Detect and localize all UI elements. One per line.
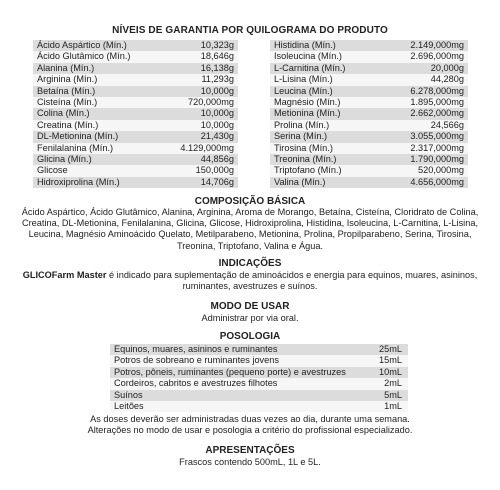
row-name: Fenilalanina (Mín.): [33, 143, 171, 154]
row-name: Cordeiros, cabritos e avestruzes filhotes: [110, 378, 358, 389]
usage-title: MODO DE USAR: [210, 301, 290, 312]
table-row: [270, 131, 468, 142]
table-row: [33, 86, 238, 97]
row-value: 2.317,000mg: [396, 143, 468, 154]
row-value: 2.662,000mg: [396, 108, 468, 119]
table-row: [110, 355, 408, 366]
row-name: Histidina (Mín.): [270, 40, 396, 51]
table-row: [33, 63, 238, 74]
posology-table: [110, 344, 408, 412]
row-name: Potros, pôneis, ruminantes (pequeno porte) e avestruzes: [110, 367, 358, 378]
row-name: Metionina (Mín.): [270, 108, 396, 119]
row-name: Equinos, muares, asininos e ruminantes: [110, 344, 358, 355]
table-row: [270, 177, 468, 188]
table-row: [33, 74, 238, 85]
row-name: Creatina (Mín.): [33, 120, 171, 131]
row-value: 1.895,000mg: [396, 97, 468, 108]
row-name: Ácido Glutâmico (Mín.): [33, 51, 171, 62]
indications-text: [20, 270, 480, 292]
row-name: Triptofano (Mín.): [270, 165, 396, 176]
row-name: Leitões: [110, 401, 358, 412]
brand-name: GLICOFarm Master: [22, 270, 107, 280]
table-row: [33, 131, 238, 142]
row-name: Ácido Aspártico (Mín.): [33, 40, 171, 51]
table-row: [110, 378, 408, 389]
row-value: 520,000mg: [396, 165, 468, 176]
presentations-title: APRESENTAÇÕES: [205, 445, 295, 456]
row-name: Magnésio (Mín.): [270, 97, 396, 108]
row-value: 1mL: [358, 401, 408, 412]
row-value: 25mL: [358, 344, 408, 355]
row-value: 16,138g: [171, 63, 238, 74]
row-value: 21,430g: [171, 131, 238, 142]
guarantee-title: NÍVEIS DE GARANTIA POR QUILOGRAMA DO PRODUTO: [112, 25, 388, 36]
table-row: [33, 177, 238, 188]
row-value: 14,706g: [171, 177, 238, 188]
table-row: [33, 120, 238, 131]
table-row: [270, 97, 468, 108]
table-row: [110, 367, 408, 378]
table-row: [270, 74, 468, 85]
row-value: 4.656,000mg: [396, 177, 468, 188]
table-row: [110, 390, 408, 401]
row-value: 24,566g: [396, 120, 468, 131]
table-row: [110, 401, 408, 412]
row-name: Glicose: [33, 165, 171, 176]
row-name: Tirosina (Mín.): [270, 143, 396, 154]
row-name: Hidroxiprolina (Mín.): [33, 177, 171, 188]
row-name: Betaína (Mín.): [33, 86, 171, 97]
table-row: [270, 40, 468, 51]
row-name: Prolina (Mín.): [270, 120, 396, 131]
presentations-text: Frascos contendo 500mL, 1L e 5L.: [179, 457, 321, 467]
row-name: DL-Metionina (Mín.): [33, 131, 171, 142]
row-name: Serina (Mín.): [270, 131, 396, 142]
table-row: [33, 97, 238, 108]
table-row: [270, 86, 468, 97]
row-value: 10,323g: [171, 40, 238, 51]
table-row: [270, 108, 468, 119]
row-value: 10,000g: [171, 108, 238, 119]
row-name: Glicina (Mín.): [33, 154, 171, 165]
row-value: 15mL: [358, 355, 408, 366]
row-value: 3.055,000mg: [396, 131, 468, 142]
indications-title: INDICAÇÕES: [218, 258, 282, 269]
row-value: 1.790,000mg: [396, 154, 468, 165]
row-value: 2.149,000mg: [396, 40, 468, 51]
composition-title: COMPOSIÇÃO BÁSICA: [194, 196, 306, 207]
row-value: 5mL: [358, 390, 408, 401]
row-name: Valina (Mín.): [270, 177, 396, 188]
row-value: 2.696,000mg: [396, 51, 468, 62]
row-value: 10,000g: [171, 120, 238, 131]
row-value: 10,000g: [171, 86, 238, 97]
row-name: Treonina (Mín.): [270, 154, 396, 165]
row-value: 150,000g: [171, 165, 238, 176]
row-value: 2mL: [358, 378, 408, 389]
row-name: L-Carnitina (Mín.): [270, 63, 396, 74]
table-row: [33, 143, 238, 154]
table-row: [270, 165, 468, 176]
row-name: Leucina (Mín.): [270, 86, 396, 97]
row-value: 18,646g: [171, 51, 238, 62]
row-name: Colina (Mín.): [33, 108, 171, 119]
posology-title: POSOLOGIA: [219, 331, 281, 342]
posology-note-doses: As doses deverão ser administradas duas vezes ao dia, durante uma semana.: [90, 414, 410, 424]
table-row: [270, 51, 468, 62]
row-value: 4.129,000mg: [171, 143, 238, 154]
table-row: [270, 154, 468, 165]
row-value: 11,293g: [171, 74, 238, 85]
row-name: Suínos: [110, 390, 358, 401]
table-row: [33, 108, 238, 119]
table-row: [270, 63, 468, 74]
composition-text: Ácido Aspártico, Ácido Glutâmico, Alanina, Arginina, Aroma de Morango, Betaína, Cisteína, Cloridrato de Colina, Creatina, DL-Metionina, Fenilalanina, Glicina, Glicose, Hidroxiprolina, Histidina, Isoleucina, L-Carnitina, L-Lisina, Leucina, Magnésio Aminoácido Quelato, Metilparabeno, Metionina, Prolina, Propilparabeno, Serina, Tirosina, Treonina, Triptofano, Valina e Água.: [21, 207, 479, 251]
row-name: Arginina (Mín.): [33, 74, 171, 85]
table-row: [33, 165, 238, 176]
usage-text: Administrar por via oral.: [201, 313, 299, 323]
row-value: 20,000g: [396, 63, 468, 74]
table-row: [270, 143, 468, 154]
posology-note-changes: Alterações no modo de usar e posologia a critério do profissional especializado.: [87, 425, 413, 435]
table-row: [110, 344, 408, 355]
row-name: Isoleucina (Mín.): [270, 51, 396, 62]
row-value: 44,280g: [396, 74, 468, 85]
row-value: 44,856g: [171, 154, 238, 165]
table-row: [270, 120, 468, 131]
row-name: Alanina (Mín.): [33, 63, 171, 74]
indications-body: é indicado para suplementação de aminoácidos e energia para equinos, muares, asininos, ruminantes, avestruzes e suínos.: [106, 270, 478, 292]
row-name: Cisteína (Mín.): [33, 97, 171, 108]
table-row: [33, 51, 238, 62]
guarantee-table-left: [33, 40, 238, 188]
row-name: Potros de sobreano e ruminantes jovens: [110, 355, 358, 366]
row-name: L-Lisina (Mín.): [270, 74, 396, 85]
table-row: [33, 40, 238, 51]
table-row: [33, 154, 238, 165]
row-value: 720,000mg: [171, 97, 238, 108]
row-value: 10mL: [358, 367, 408, 378]
guarantee-table-right: [270, 40, 468, 188]
row-value: 6.278,000mg: [396, 86, 468, 97]
